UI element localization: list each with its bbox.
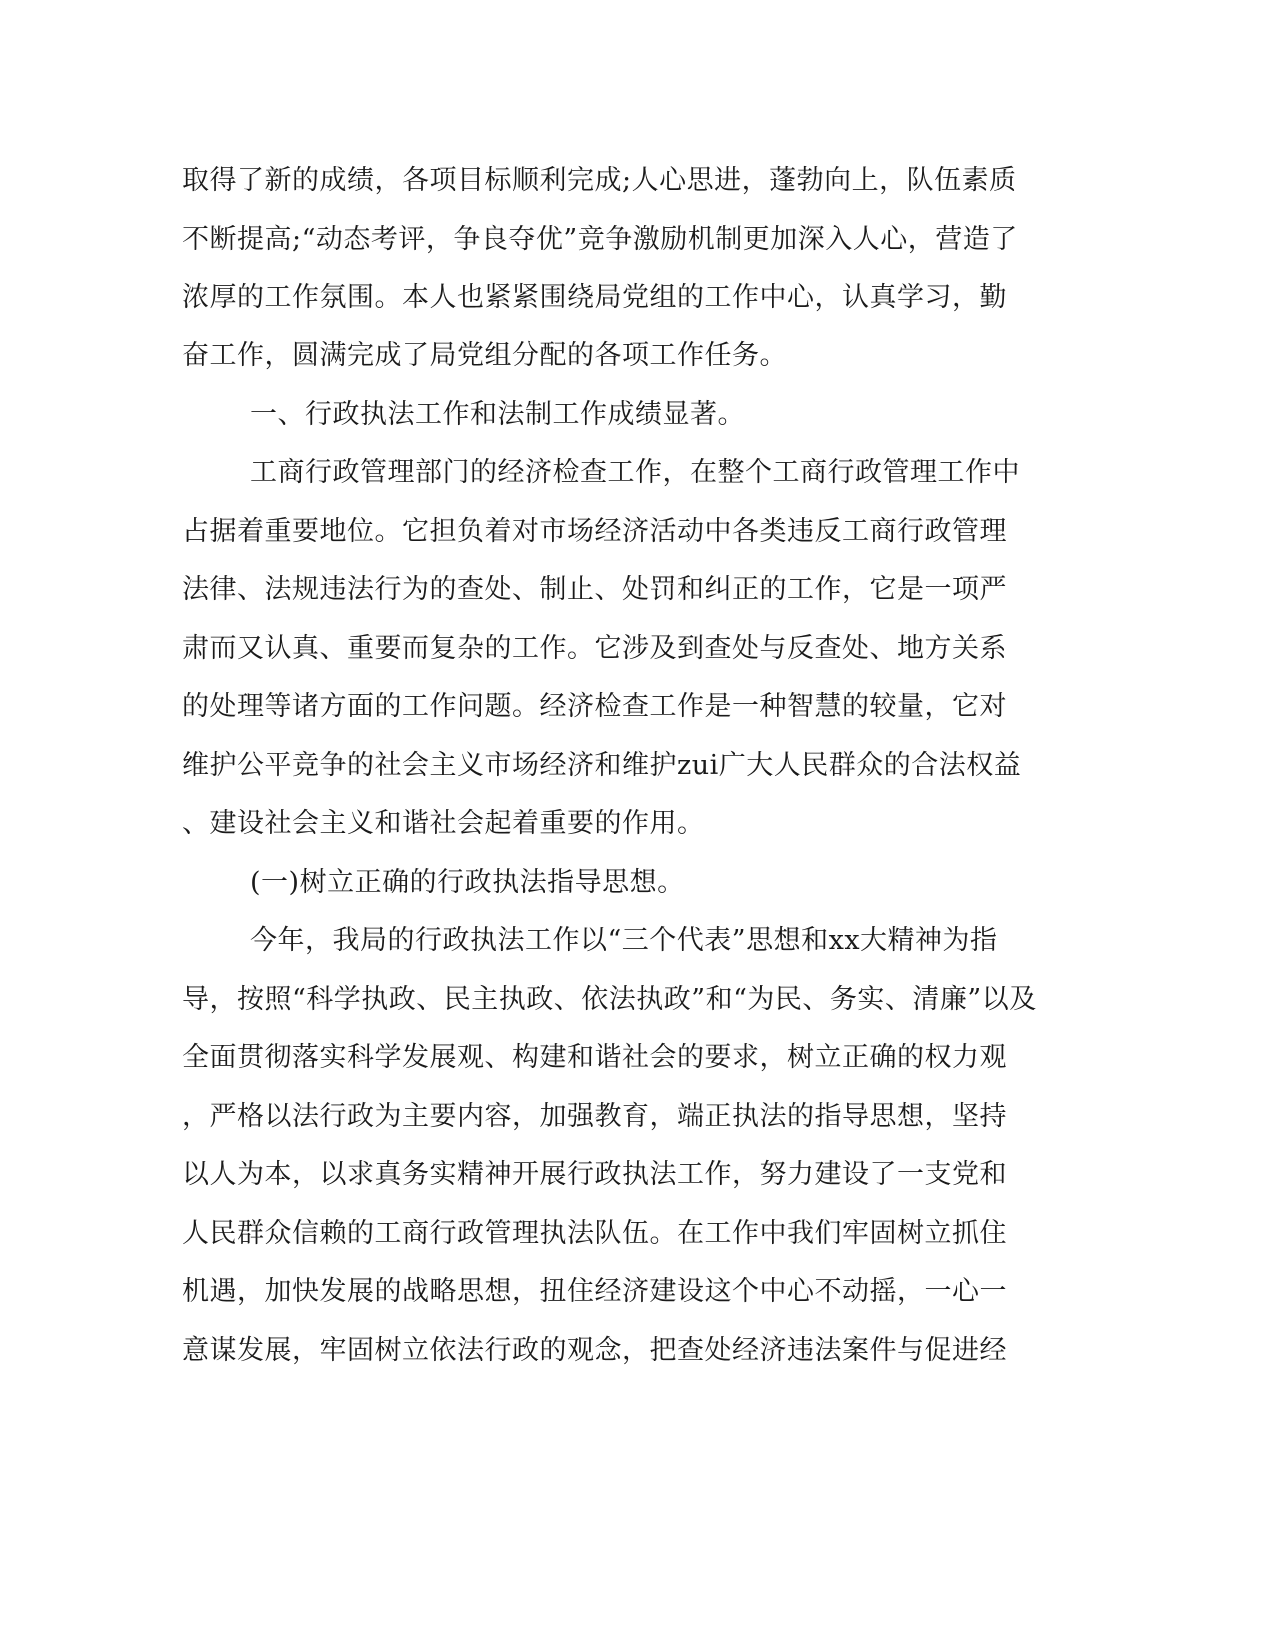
body-text-line: 浓厚的工作氛围。本人也紧紧围绕局党组的工作中心，认真学习，勤: [182, 282, 1007, 313]
body-text-line: 以人为本，以求真务实精神开展行政执法工作，努力建设了一支党和: [182, 1159, 1007, 1190]
paragraph-first-line: 工商行政管理部门的经济检查工作，在整个工商行政管理工作中: [250, 457, 1020, 488]
body-text-line: ，严格以法行政为主要内容，加强教育，端正执法的指导思想，坚持: [182, 1101, 1007, 1132]
body-text-line: 取得了新的成绩，各项目标顺利完成;人心思进，蓬勃向上，队伍素质: [182, 165, 1017, 196]
body-text-line: 机遇，加快发展的战略思想，扭住经济建设这个中心不动摇，一心一: [182, 1276, 1007, 1307]
body-text-line: 奋工作，圆满完成了局党组分配的各项工作任务。: [182, 340, 787, 371]
body-text-line: 、建设社会主义和谐社会起着重要的作用。: [182, 808, 705, 839]
body-text-line: 肃而又认真、重要而复杂的工作。它涉及到查处与反查处、地方关系: [182, 633, 1007, 664]
body-text-line: 法律、法规违法行为的查处、制止、处罚和纠正的工作，它是一项严: [182, 574, 1007, 605]
body-text-line: 人民群众信赖的工商行政管理执法队伍。在工作中我们牢固树立抓住: [182, 1218, 1007, 1249]
body-text-line: 意谋发展，牢固树立依法行政的观念，把查处经济违法案件与促进经: [182, 1335, 1007, 1366]
paragraph-first-line: 今年，我局的行政执法工作以“三个代表”思想和xx大精神为指: [250, 925, 998, 956]
section-heading: 一、行政执法工作和法制工作成绩显著。: [250, 399, 745, 430]
body-text-line: 的处理等诸方面的工作问题。经济检查工作是一种智慧的较量，它对: [182, 691, 1007, 722]
body-text-line: 全面贯彻落实科学发展观、构建和谐社会的要求，树立正确的权力观: [182, 1042, 1007, 1073]
body-text-line: 导，按照“科学执政、民主执政、依法执政”和“为民、务实、清廉”以及: [182, 984, 1037, 1015]
body-text-line: 不断提高;“动态考评，争良夺优”竞争激励机制更加深入人心，营造了: [182, 224, 1018, 255]
subsection-heading: (一)树立正确的行政执法指导思想。: [250, 867, 685, 898]
body-text-line: 占据着重要地位。它担负着对市场经济活动中各类违反工商行政管理: [182, 516, 1007, 547]
body-text-line: 维护公平竞争的社会主义市场经济和维护zui广大人民群众的合法权益: [182, 750, 1022, 781]
